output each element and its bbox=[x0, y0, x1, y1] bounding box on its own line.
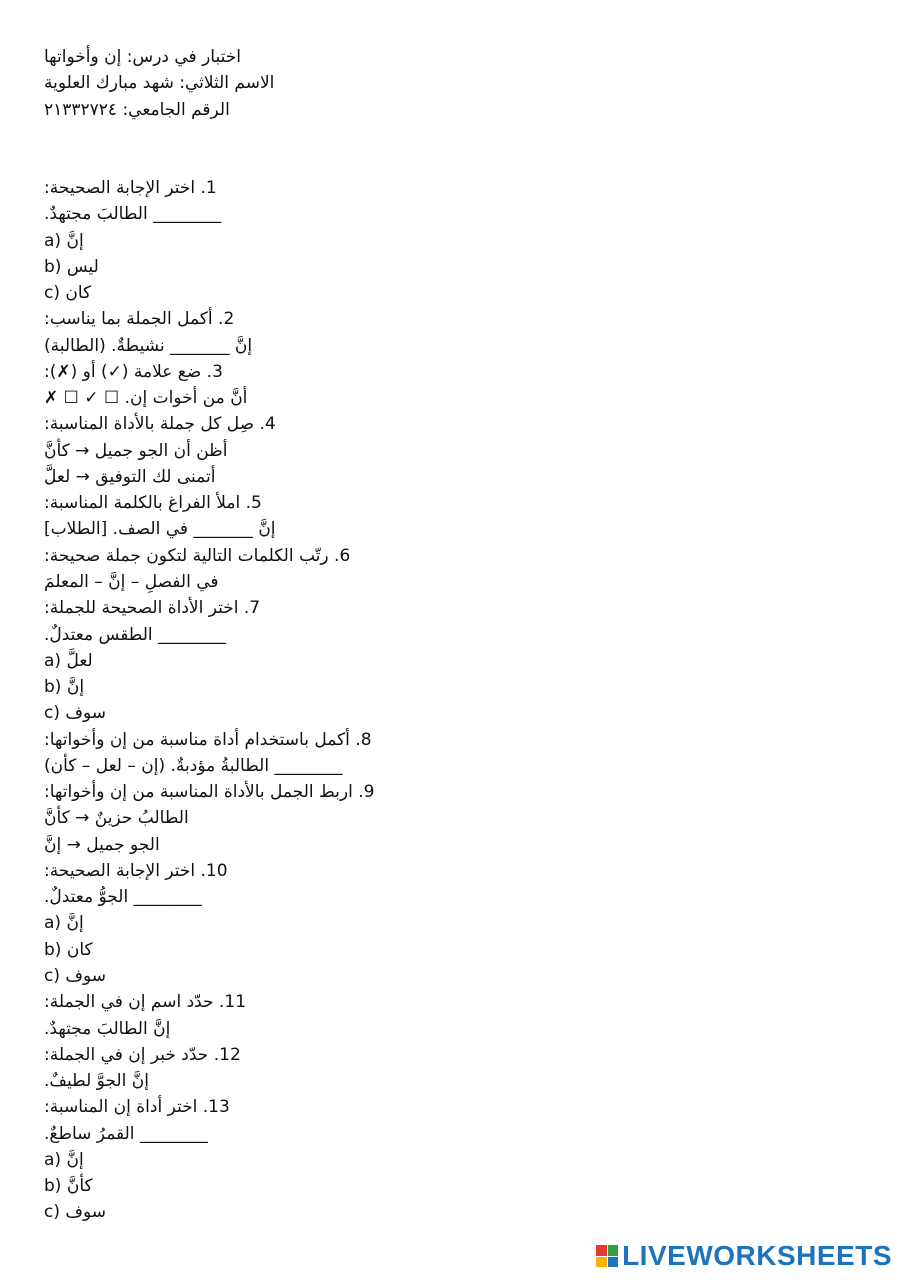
worksheet-line: a) إنَّ bbox=[44, 230, 84, 251]
worksheet-line: b) ليس bbox=[44, 256, 99, 277]
worksheet-line: 11. حدّد اسم إن في الجملة: bbox=[44, 992, 247, 1013]
worksheet-line: b) كان bbox=[44, 939, 93, 960]
worksheet-line: b) كأنَّ bbox=[44, 1176, 93, 1197]
question-list bbox=[44, 175, 374, 1226]
worksheet-line: إنَّ _______ في الصف. [الطلاب] bbox=[44, 519, 276, 540]
worksheet-line: إنَّ الطالبَ مجتهدٌ. bbox=[44, 1018, 171, 1039]
worksheet-line: a) لعلَّ bbox=[44, 650, 93, 671]
worksheet-line: 9. اربط الجمل بالأداة المناسبة من إن وأخواتها: bbox=[44, 782, 375, 803]
worksheet-line: 8. أكمل باستخدام أداة مناسبة من إن وأخواتها: bbox=[44, 729, 372, 750]
liveworksheets-logo bbox=[596, 1240, 892, 1272]
worksheet-header bbox=[44, 44, 274, 123]
worksheet-line: c) سوف bbox=[44, 1202, 107, 1223]
worksheet-line: 6. رتّب الكلمات التالية لتكون جملة صحيحة: bbox=[44, 545, 351, 566]
worksheet-line: 3. ضع علامة (✓) أو (✗): bbox=[44, 361, 223, 382]
worksheet-line: في الفصلِ – إنَّ – المعلمَ bbox=[44, 571, 219, 592]
worksheet-line: c) سوف bbox=[44, 703, 107, 724]
worksheet-line: 4. صِل كل جملة بالأداة المناسبة: bbox=[44, 414, 276, 435]
worksheet-line: c) كان bbox=[44, 283, 92, 304]
worksheet-line: الطالبُ حزينٌ → كأنَّ bbox=[44, 808, 189, 829]
worksheet-line: c) سوف bbox=[44, 965, 107, 986]
worksheet-line: 13. اختر أداة إن المناسبة: bbox=[44, 1097, 230, 1118]
worksheet-line: إنَّ الجوَّ لطيفٌ. bbox=[44, 1071, 149, 1092]
worksheet-line: أنَّ من أخوات إن. ☐ ✓ ☐ ✗ bbox=[44, 388, 248, 409]
worksheet-line: 10. اختر الإجابة الصحيحة: bbox=[44, 860, 228, 881]
worksheet-line: ________ الطالبَ مجتهدٌ. bbox=[44, 204, 222, 225]
worksheet-line: 7. اختر الأداة الصحيحة للجملة: bbox=[44, 598, 261, 619]
worksheet-line: a) إنَّ bbox=[44, 1149, 84, 1170]
worksheet-line: أظن أن الجو جميل → كأنَّ bbox=[44, 440, 228, 461]
student-id: الرقم الجامعي: ٢١٣٣٢٧٢٤ bbox=[44, 99, 230, 120]
worksheet-line: ________ الجوُّ معتدلٌ. bbox=[44, 887, 202, 908]
worksheet-line: ________ الطقس معتدلٌ. bbox=[44, 624, 227, 645]
logo-text: LIVEWORKSHEETS bbox=[622, 1240, 892, 1271]
quiz-title: اختبار في درس: إن وأخواتها bbox=[44, 47, 241, 67]
worksheet-line: a) إنَّ bbox=[44, 913, 84, 934]
student-name: الاسم الثلاثي: شهد مبارك العلوية bbox=[44, 73, 275, 94]
worksheet-line: إنَّ _______ نشيطةٌ. (الطالبة) bbox=[44, 335, 253, 356]
worksheet-line: 12. حدّد خبر إن في الجملة: bbox=[44, 1044, 241, 1065]
worksheet-line: b) إنَّ bbox=[44, 677, 85, 698]
worksheet-line: ________ الطالبةُ مؤدبةٌ. (إن – لعل – كأن) bbox=[44, 755, 343, 776]
worksheet-line: 2. أكمل الجملة بما يناسب: bbox=[44, 309, 235, 330]
worksheet-line: 5. املأ الفراغ بالكلمة المناسبة: bbox=[44, 493, 262, 514]
worksheet-line: ________ القمرُ ساطعٌ. bbox=[44, 1123, 208, 1144]
liveworksheets-logo-icon bbox=[596, 1245, 618, 1267]
worksheet-line: الجو جميل → إنَّ bbox=[44, 834, 160, 855]
worksheet-line: أتمنى لك التوفيق → لعلَّ bbox=[44, 466, 216, 487]
worksheet-line: 1. اختر الإجابة الصحيحة: bbox=[44, 178, 217, 198]
